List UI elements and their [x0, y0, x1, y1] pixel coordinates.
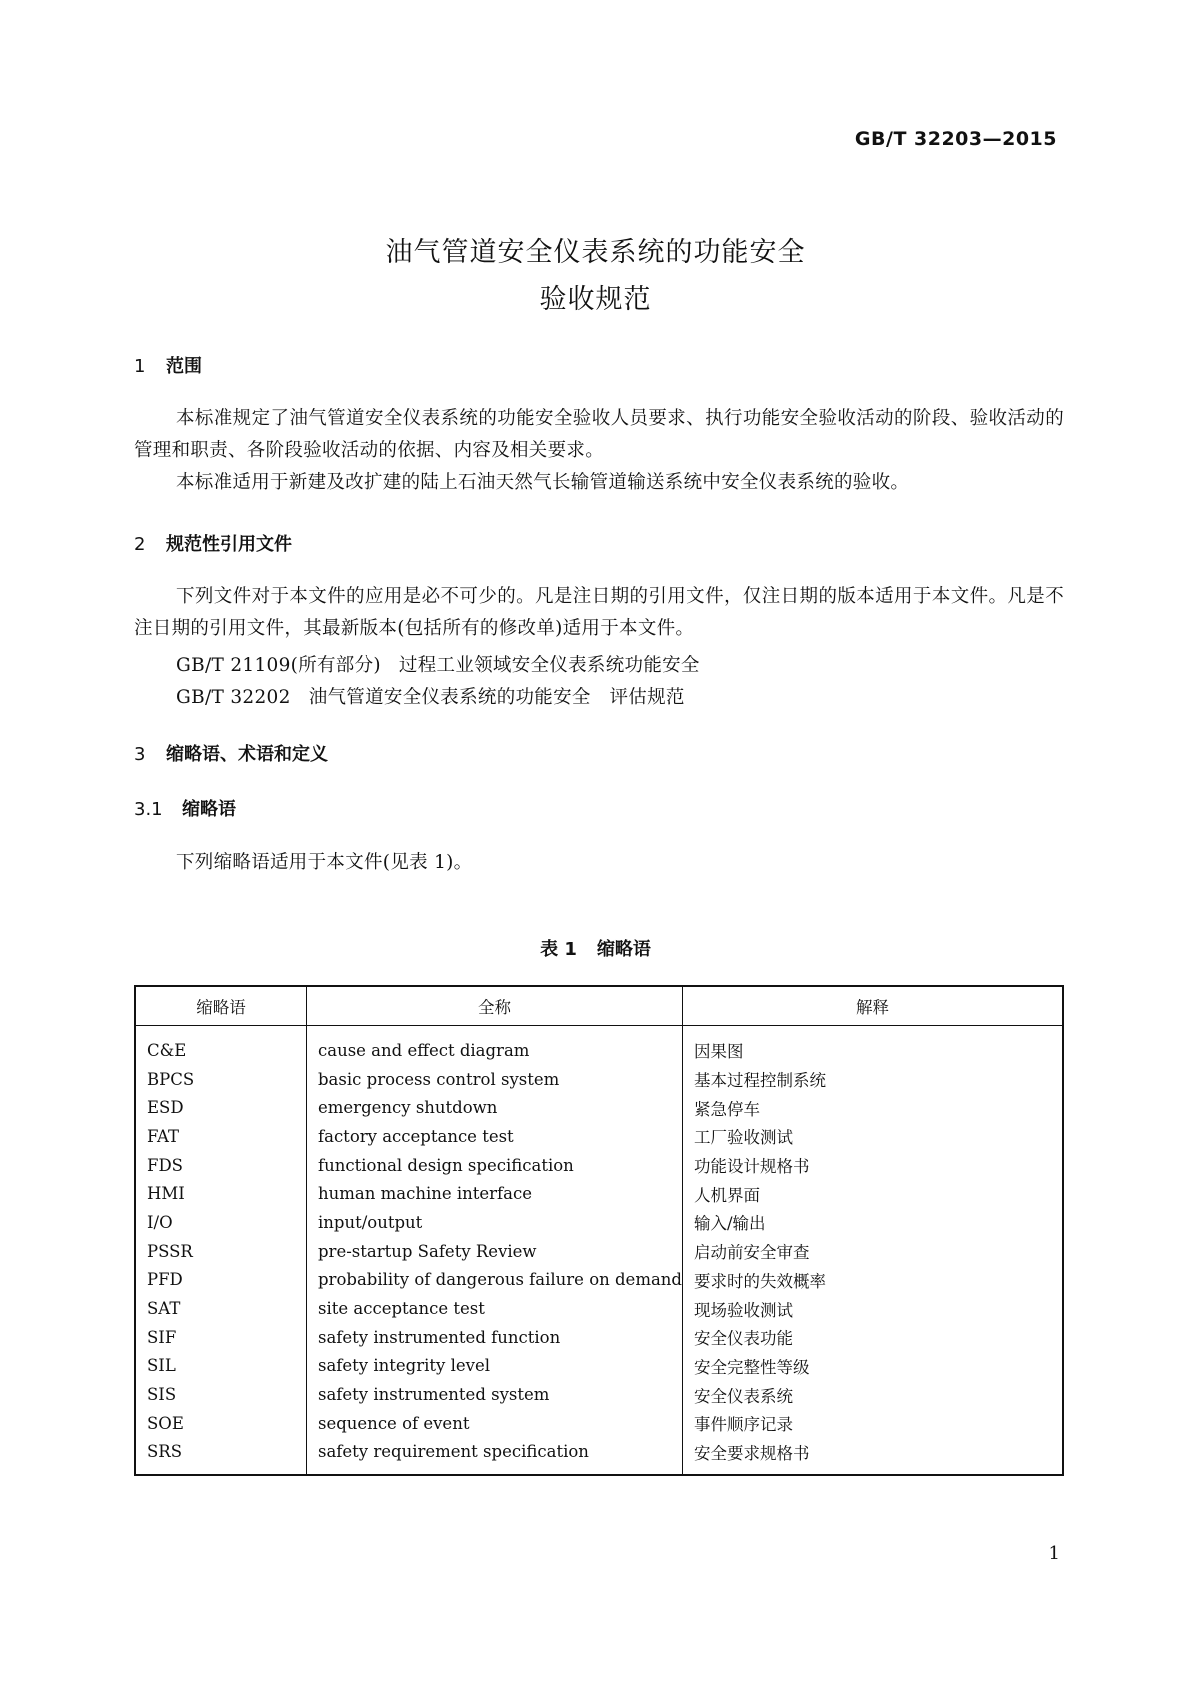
- reference-item: [176, 683, 685, 709]
- section-number: 1: [134, 356, 146, 377]
- explanation-cell: 功能设计规格书: [683, 1151, 1064, 1180]
- table-caption: [0, 935, 1191, 961]
- section-3-heading: [134, 740, 328, 766]
- explanation-cell: 输入/输出: [683, 1208, 1064, 1237]
- explanation-cell: 安全要求规格书: [683, 1438, 1064, 1476]
- table-row: [135, 1179, 1063, 1208]
- full-name-cell: functional design specification: [307, 1151, 683, 1180]
- full-name-cell: safety instrumented system: [307, 1380, 683, 1409]
- full-name-cell: safety instrumented function: [307, 1323, 683, 1352]
- full-name-cell: safety requirement specification: [307, 1438, 683, 1476]
- section-1-heading: [134, 352, 202, 378]
- table-row: [135, 1237, 1063, 1266]
- table-row: [135, 1093, 1063, 1122]
- explanation-cell: 事件顺序记录: [683, 1409, 1064, 1438]
- table-row: [135, 1380, 1063, 1409]
- section-number: 3.1: [134, 799, 163, 820]
- abbreviation-cell: SIL: [147, 1356, 176, 1376]
- full-name-cell: site acceptance test: [307, 1294, 683, 1323]
- table-row: [135, 1294, 1063, 1323]
- document-title: 油气管道安全仪表系统的功能安全: [385, 237, 806, 268]
- table-row: [135, 1122, 1063, 1151]
- abbreviation-cell: FAT: [147, 1126, 180, 1146]
- explanation-cell: 紧急停车: [683, 1093, 1064, 1122]
- table-row: [135, 1065, 1063, 1094]
- table-row: [135, 1208, 1063, 1237]
- full-name-cell: probability of dangerous failure on demand: [307, 1266, 683, 1295]
- section-1-paragraph-1: 本标准规定了油气管道安全仪表系统的功能安全验收人员要求、执行功能安全验收活动的阶段、验收活动的管理和职责、各阶段验收活动的依据、内容及相关要求。: [134, 408, 1064, 461]
- table-header-row: [135, 986, 1063, 1026]
- abbreviation-cell: BPCS: [147, 1069, 195, 1089]
- reference-title: 过程工业领域安全仪表系统功能安全: [398, 655, 700, 676]
- full-name-cell: basic process control system: [307, 1065, 683, 1094]
- explanation-cell: 安全仪表系统: [683, 1380, 1064, 1409]
- abbreviation-cell: SOE: [147, 1413, 184, 1433]
- section-title: 缩略语、术语和定义: [166, 744, 328, 765]
- table-row: [135, 1438, 1063, 1476]
- explanation-cell: 人机界面: [683, 1179, 1064, 1208]
- reference-title: 油气管道安全仪表系统的功能安全 评估规范: [308, 687, 685, 708]
- section-3-1-paragraph: 下列缩略语适用于本文件(见表 1)。: [176, 852, 473, 873]
- section-title: 范围: [166, 356, 202, 377]
- table-row: [135, 1026, 1063, 1065]
- section-number: 2: [134, 534, 146, 555]
- abbreviation-cell: HMI: [147, 1184, 185, 1204]
- page-number: 1: [1048, 1543, 1060, 1564]
- abbreviation-cell: SAT: [147, 1299, 181, 1319]
- table-caption-number: 表 1: [540, 939, 577, 960]
- standard-code: GB/T 32203—2015: [854, 128, 1057, 150]
- table-row: [135, 1151, 1063, 1180]
- table-caption-title: 缩略语: [596, 939, 651, 960]
- full-name-cell: safety integrity level: [307, 1352, 683, 1381]
- full-name-cell: cause and effect diagram: [307, 1026, 683, 1065]
- abbreviation-cell: SIF: [147, 1327, 177, 1347]
- full-name-cell: sequence of event: [307, 1409, 683, 1438]
- explanation-cell: 工厂验收测试: [683, 1122, 1064, 1151]
- explanation-cell: 安全仪表功能: [683, 1323, 1064, 1352]
- section-3-1-heading: [134, 795, 236, 821]
- abbreviation-cell: C&E: [147, 1040, 187, 1060]
- section-number: 3: [134, 744, 146, 765]
- explanation-cell: 安全完整性等级: [683, 1352, 1064, 1381]
- abbreviation-cell: PSSR: [147, 1241, 193, 1261]
- abbreviation-cell: SRS: [147, 1442, 183, 1462]
- section-2-paragraph: 下列文件对于本文件的应用是必不可少的。凡是注日期的引用文件，仅注日期的版本适用于本文件。凡是不注日期的引用文件，其最新版本(包括所有的修改单)适用于本文件。: [134, 586, 1064, 639]
- section-title: 缩略语: [182, 799, 236, 820]
- full-name-cell: input/output: [307, 1208, 683, 1237]
- table-row: [135, 1266, 1063, 1295]
- abbreviation-cell: PFD: [147, 1270, 183, 1290]
- explanation-cell: 要求时的失效概率: [683, 1266, 1064, 1295]
- full-name-cell: pre-startup Safety Review: [307, 1237, 683, 1266]
- abbreviation-cell: SIS: [147, 1385, 177, 1405]
- section-title: 规范性引用文件: [166, 534, 292, 555]
- abbreviations-table: [134, 985, 1064, 1476]
- explanation-cell: 基本过程控制系统: [683, 1065, 1064, 1094]
- section-2-heading: [134, 530, 292, 556]
- document-subtitle: 验收规范: [539, 284, 652, 315]
- column-header-explanation: 解释: [683, 986, 1064, 1026]
- full-name-cell: emergency shutdown: [307, 1093, 683, 1122]
- table-row: [135, 1352, 1063, 1381]
- abbreviation-cell: ESD: [147, 1098, 184, 1118]
- column-header-abbreviation: 缩略语: [135, 986, 307, 1026]
- abbreviation-cell: I/O: [147, 1212, 173, 1232]
- explanation-cell: 启动前安全审查: [683, 1237, 1064, 1266]
- reference-item: [176, 651, 700, 677]
- explanation-cell: 现场验收测试: [683, 1294, 1064, 1323]
- table-row: [135, 1323, 1063, 1352]
- abbreviation-cell: FDS: [147, 1155, 183, 1175]
- explanation-cell: 因果图: [683, 1026, 1064, 1065]
- full-name-cell: factory acceptance test: [307, 1122, 683, 1151]
- column-header-full-name: 全称: [307, 986, 683, 1026]
- table-row: [135, 1409, 1063, 1438]
- section-1-paragraph-2: 本标准适用于新建及改扩建的陆上石油天然气长输管道输送系统中安全仪表系统的验收。: [176, 472, 910, 493]
- reference-code: GB/T 21109(所有部分): [176, 655, 381, 676]
- reference-code: GB/T 32202: [176, 687, 291, 708]
- full-name-cell: human machine interface: [307, 1179, 683, 1208]
